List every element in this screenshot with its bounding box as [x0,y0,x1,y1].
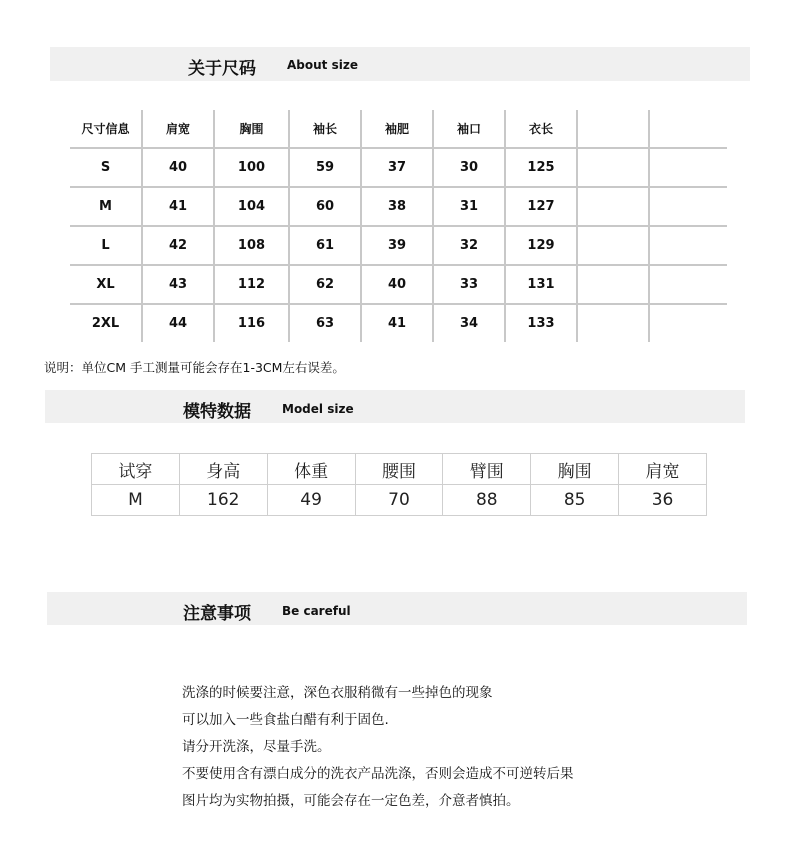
size-cell: 104 [214,187,289,226]
size-cell: 127 [505,187,577,226]
care-line: 不要使用含有漂白成分的洗衣产品洗涤，否则会造成不可逆转后果 [182,766,574,782]
model-value-cell: 70 [355,485,443,516]
size-cell: S [70,148,142,187]
size-cell: 37 [361,148,433,187]
size-cell: 100 [214,148,289,187]
model-header-cell: 腰围 [355,454,443,485]
size-cell: 63 [289,304,361,342]
size-header-cell: 尺寸信息 [70,110,142,148]
size-header-cell: 肩宽 [142,110,214,148]
about-size-title: 关于尺码 [188,59,256,79]
size-cell [649,148,727,187]
size-cell [577,265,649,304]
size-cell [649,226,727,265]
model-value-cell: 49 [267,485,355,516]
model-size-title: 模特数据 [183,402,251,422]
about-size-banner [50,47,750,81]
size-cell: 129 [505,226,577,265]
care-instructions [182,680,574,815]
model-header-cell: 身高 [179,454,267,485]
size-cell: 116 [214,304,289,342]
size-cell: 2XL [70,304,142,342]
care-line: 图片均为实物拍摄，可能会存在一定色差，介意者慎拍。 [182,793,520,809]
size-cell: 125 [505,148,577,187]
size-cell: 41 [142,187,214,226]
size-cell [577,304,649,342]
size-cell: 31 [433,187,505,226]
size-header-cell: 胸围 [214,110,289,148]
model-value-cell: 36 [619,485,707,516]
size-cell: 59 [289,148,361,187]
size-header-cell [649,110,727,148]
size-cell [577,226,649,265]
size-cell [649,304,727,342]
be-careful-subtitle: Be careful [282,604,351,618]
model-size-subtitle: Model size [282,402,354,416]
model-header-cell: 臂围 [443,454,531,485]
size-cell: 38 [361,187,433,226]
care-line: 请分开洗涤，尽量手洗。 [182,739,331,755]
size-table-row [70,265,727,304]
size-header-cell: 袖肥 [361,110,433,148]
size-header-cell: 衣长 [505,110,577,148]
size-cell [577,187,649,226]
size-cell: 60 [289,187,361,226]
size-cell: 108 [214,226,289,265]
size-cell: 112 [214,265,289,304]
model-size-banner [45,390,745,423]
size-cell: 133 [505,304,577,342]
size-header-cell [577,110,649,148]
size-cell [577,148,649,187]
model-header-cell: 体重 [267,454,355,485]
care-line: 可以加入一些食盐白醋有利于固色. [182,712,389,728]
size-cell: 40 [361,265,433,304]
size-cell: 61 [289,226,361,265]
size-table-row [70,226,727,265]
model-table-value-row [92,485,707,516]
measurement-note: 说明：单位CM 手工测量可能会存在1-3CM左右误差。 [44,360,345,375]
model-header-cell: 肩宽 [619,454,707,485]
size-cell: 32 [433,226,505,265]
size-cell: 42 [142,226,214,265]
size-cell [649,187,727,226]
about-size-subtitle: About size [287,58,358,72]
model-value-cell: 162 [179,485,267,516]
size-cell: 44 [142,304,214,342]
size-table-row [70,187,727,226]
size-table-row [70,148,727,187]
size-table [70,110,727,342]
size-cell: 43 [142,265,214,304]
size-header-cell: 袖长 [289,110,361,148]
model-table [91,453,707,516]
size-cell: 41 [361,304,433,342]
model-header-cell: 试穿 [92,454,180,485]
size-header-cell: 袖口 [433,110,505,148]
model-header-cell: 胸围 [531,454,619,485]
model-value-cell: 88 [443,485,531,516]
size-cell: XL [70,265,142,304]
size-cell: M [70,187,142,226]
size-cell [649,265,727,304]
size-table-header-row [70,110,727,148]
size-cell: 34 [433,304,505,342]
be-careful-banner [47,592,747,625]
model-value-cell: 85 [531,485,619,516]
size-cell: 30 [433,148,505,187]
model-value-cell: M [92,485,180,516]
care-line: 洗涤的时候要注意，深色衣服稍微有一些掉色的现象 [182,685,493,701]
size-cell: 131 [505,265,577,304]
size-cell: L [70,226,142,265]
be-careful-title: 注意事项 [183,604,251,624]
size-cell: 40 [142,148,214,187]
size-cell: 39 [361,226,433,265]
model-table-header-row [92,454,707,485]
size-cell: 62 [289,265,361,304]
size-table-row [70,304,727,342]
size-cell: 33 [433,265,505,304]
